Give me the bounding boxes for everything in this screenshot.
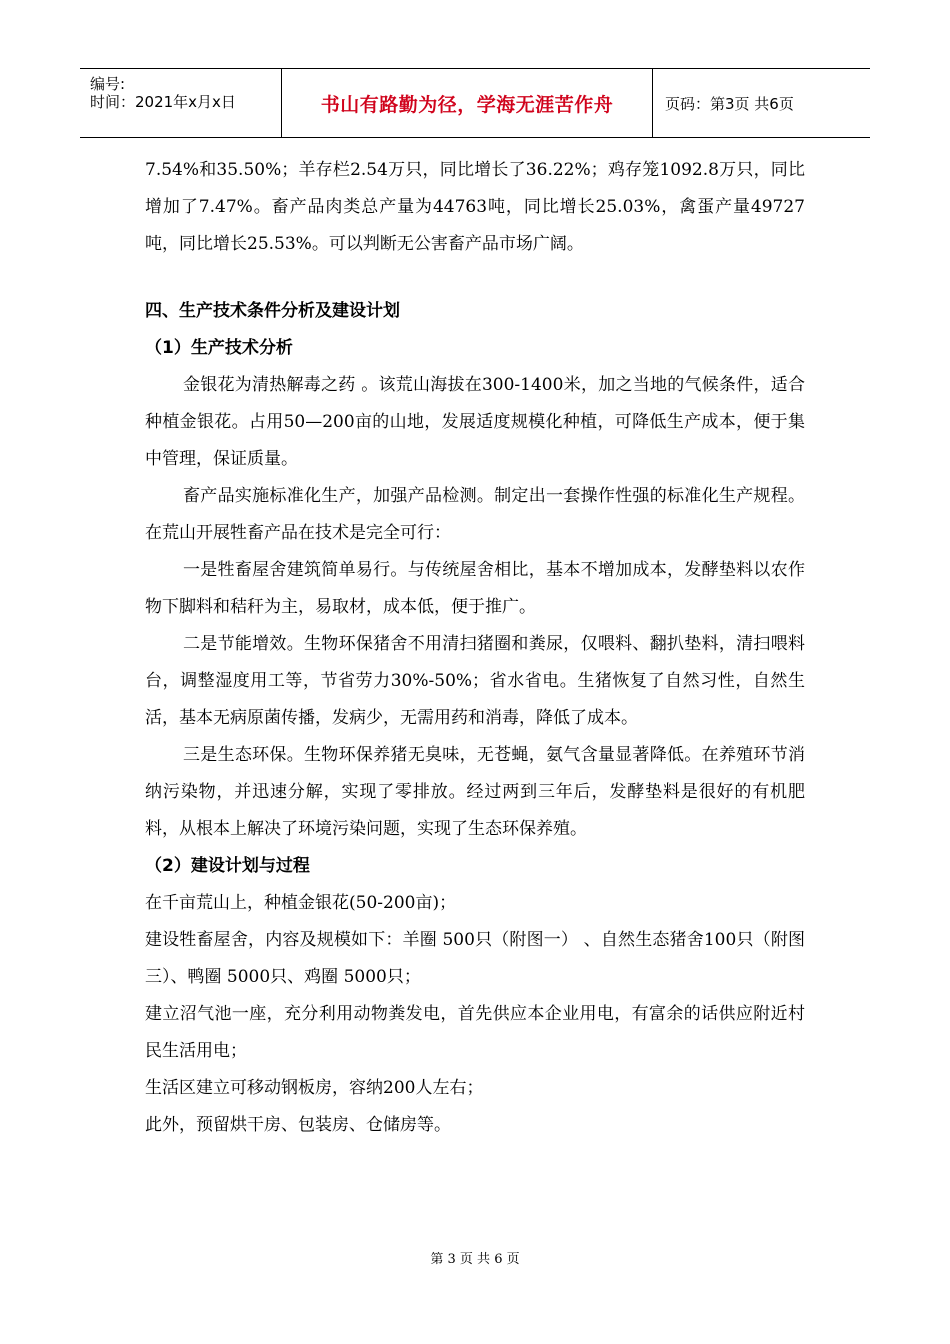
intro-paragraph: 7.54%和35.50%；羊存栏2.54万只，同比增长了36.22%；鸡存笼1092.8万只，同比增加了7.47%。畜产品肉类总产量为44763吨，同比增长25.03%，禽蛋产量49727吨，同比增长25.53%。可以判断无公害畜产品市场广阔。 — [145, 160, 805, 254]
plan-line-4: 生活区建立可移动钢板房，容纳200人左右； — [145, 1078, 484, 1098]
subsection-title-1: （1）生产技术分析 — [145, 338, 293, 358]
header-motto-cell — [282, 69, 653, 137]
paragraph-5: 三是生态环保。生物环保养猪无臭味，无苍蝇，氨气含量显著降低。在养殖环节消纳污染物，并迅速分解，实现了零排放。经过两到三年后，发酵垫料是很好的有机肥料，从根本上解决了环境污染问题，实现了生态环保养殖。 — [145, 745, 805, 839]
date-line: 时间：2021年x月x日 — [90, 93, 236, 111]
paragraph-3: 一是牲畜屋舍建筑简单易行。与传统屋舍相比，基本不增加成本，发酵垫料以农作物下脚料和秸秆为主，易取材，成本低，便于推广。 — [145, 560, 805, 617]
header-page-cell — [653, 69, 870, 137]
plan-line-3: 建立沼气池一座，充分利用动物粪发电，首先供应本企业用电，有富余的话供应附近村民生活用电； — [145, 1004, 805, 1061]
document-header — [80, 68, 870, 138]
number-label: 编号: — [90, 75, 126, 93]
page-label: 页码：第3页 共6页 — [665, 94, 794, 113]
header-meta-cell — [80, 69, 282, 137]
section-title: 四、生产技术条件分析及建设计划 — [145, 301, 400, 321]
plan-line-5: 此外，预留烘干房、包装房、仓储房等。 — [145, 1115, 451, 1135]
page-footer: 第 3 页 共 6 页 — [430, 1252, 520, 1267]
plan-line-2: 建设牲畜屋舍，内容及规模如下：羊圈 500只（附图一） 、自然生态猪舍100只（附图三）、鸭圈 5000只、鸡圈 5000只； — [145, 930, 805, 987]
plan-line-1: 在千亩荒山上，种植金银花(50-200亩)； — [145, 893, 457, 913]
document-body — [145, 152, 805, 1144]
paragraph-1: 金银花为清热解毒之药 。该荒山海拔在300-1400米，加之当地的气候条件，适合种植金银花。占用50—200亩的山地，发展适度规模化种植，可降低生产成本，便于集中管理，保证质量。 — [145, 375, 805, 469]
subsection-title-2: （2）建设计划与过程 — [145, 856, 310, 876]
paragraph-4: 二是节能增效。生物环保猪舍不用清扫猪圈和粪尿，仅喂料、翻扒垫料，清扫喂料台，调整湿度用工等，节省劳力30%-50%；省水省电。生猪恢复了自然习性，自然生活，基本无病原菌传播，发病少，无需用药和消毒，降低了成本。 — [145, 634, 805, 728]
motto: 书山有路勤为径，学海无涯苦作舟 — [320, 93, 614, 116]
paragraph-2: 畜产品实施标准化生产，加强产品检测。制定出一套操作性强的标准化生产规程。在荒山开展牲畜产品在技术是完全可行： — [145, 486, 805, 543]
